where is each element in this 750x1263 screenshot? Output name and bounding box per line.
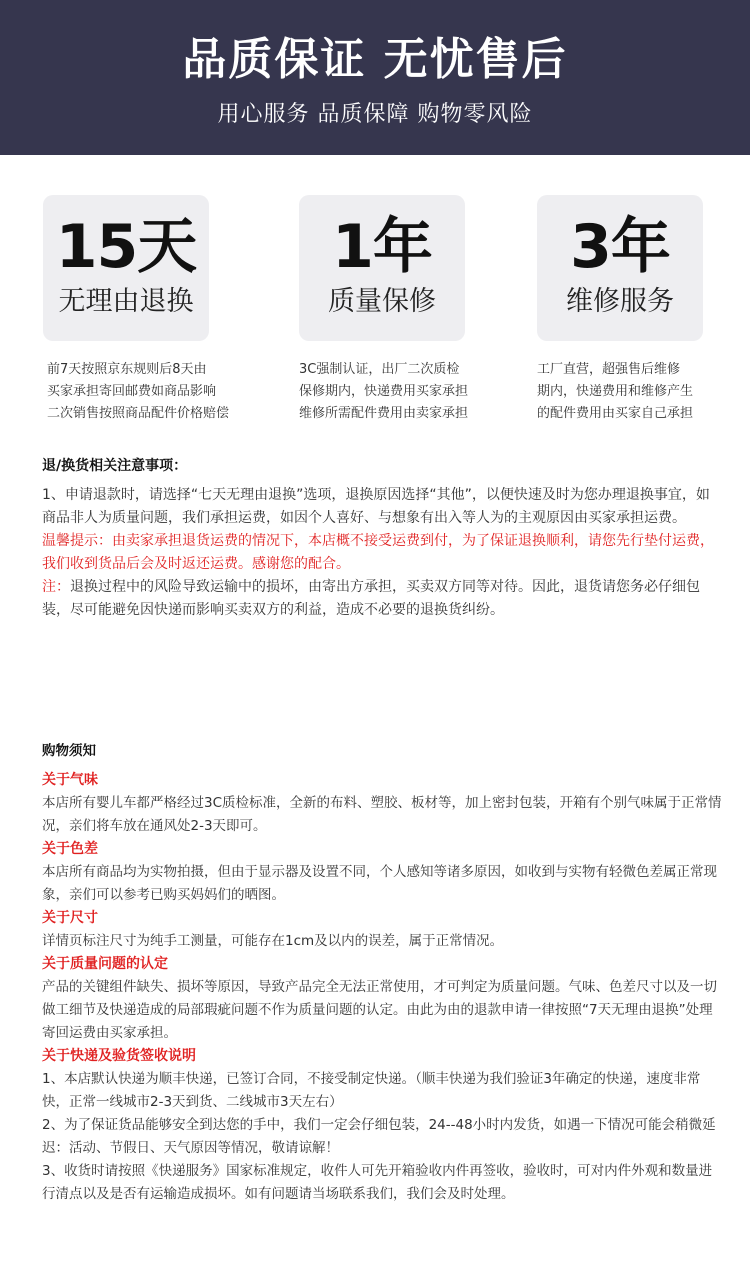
card-desc-return xyxy=(47,359,229,425)
desc-line: 前7天按照京东规则后8天由 xyxy=(47,362,207,377)
section-body: 本店所有婴儿车都严格经过3C质检标准，全新的布料、塑胶、板材等，加上密封包装，开箱有个别气味属于正常情况，亲们将车放在通风处2-3天即可。 xyxy=(42,795,722,834)
card-desc-repair xyxy=(537,359,693,425)
notes-caution-text: 退换过程中的风险导致运输中的损坏，由寄出方承担，买卖双方同等对待。因此，退货请您务必仔细包装，尽可能避免因快递而影响买卖双方的利益，造成不必要的退换货纠纷。 xyxy=(42,579,700,618)
notes-title: 退/换货相关注意事项： xyxy=(42,458,188,474)
section-heading: 关于色差 xyxy=(42,841,98,857)
desc-line: 3C强制认证，出厂二次质检 xyxy=(299,362,460,377)
card-big-text: 3年 xyxy=(570,212,670,282)
desc-line: 的配件费用由买家自己承担 xyxy=(537,406,694,421)
section-body: 详情页标注尺寸为纯手工测量，可能存在1cm及以内的误差，属于正常情况。 xyxy=(42,933,504,949)
card-label: 无理由退换 xyxy=(58,286,194,317)
desc-line: 维修所需配件费用由卖家承担 xyxy=(299,406,469,421)
card-label: 质量保修 xyxy=(328,286,436,317)
notes-caution-label: 注： xyxy=(42,579,70,595)
desc-line: 期内，快递费用和维修产生 xyxy=(537,384,694,399)
card-repair xyxy=(537,195,703,341)
section-body: 本店所有商品均为实物拍摄，但由于显示器及设置不同，个人感知等诸多原因，如收到与实物有轻微色差属正常现象，亲们可以参考已购买妈妈们的晒图。 xyxy=(42,864,717,903)
section-body: 产品的关键组件缺失、损坏等原因，导致产品完全无法正常使用，才可判定为质量问题。气味、色差尺寸以及一切做工细节及快递造成的局部瑕疵问题不作为质量问题的认定。由此为由的退款申请一律按照“7天无理由退换”处理寄回运费由买家承担。 xyxy=(42,979,717,1041)
desc-line: 二次销售按照商品配件价格赔偿 xyxy=(47,406,230,421)
section-heading: 关于快递及验货签收说明 xyxy=(42,1048,196,1064)
header-title: 品质保证 无忧售后 xyxy=(182,34,568,85)
section-item: 1、本店默认快递为顺丰快递，已签订合同，不接受制定快递。（顺丰快递为我们验证3年确定的快递，速度非常快，正常一线城市2-3天到货、二线城市3天左右） xyxy=(42,1071,701,1110)
header-banner xyxy=(0,0,750,155)
section-item: 3、收货时请按照《快递服务》国家标准规定，收件人可先开箱验收内件再签收，验收时，可对内件外观和数量进行清点以及是否有运输造成损坏。如有问题请当场联系我们，我们会及时处理。 xyxy=(42,1163,713,1202)
notes-paragraph: 1、申请退款时，请选择“七天无理由退换”选项，退换原因选择“其他”，以便快速及时为您办理退换事宜，如商品非人为质量问题，我们承担运费，如因个人喜好、与想象有出入等人为的主观原因由买家承担运费。 xyxy=(42,487,710,526)
notes-warm-tip: 温馨提示：由卖家承担退货运费的情况下，本店概不接受运费到付，为了保证退换顺利，请您先行垫付运费，我们收到货品后会及时返还运费。感谢您的配合。 xyxy=(42,533,714,572)
card-big-text: 1年 xyxy=(332,212,432,282)
card-label: 维修服务 xyxy=(566,286,674,317)
card-return xyxy=(43,195,209,341)
desc-line: 保修期内，快递费用买家承担 xyxy=(299,384,469,399)
section-heading: 关于气味 xyxy=(42,772,98,788)
section-item: 2、为了保证货品能够安全到达您的手中，我们一定会仔细包装，24--48小时内发货，如遇一下情况可能会稍微延迟：活动、节假日、天气原因等情况，敬请谅解！ xyxy=(42,1117,716,1156)
card-big-text: 15天 xyxy=(55,212,197,282)
shopping-notice xyxy=(42,740,722,1206)
desc-line: 买家承担寄回邮费如商品影响 xyxy=(47,384,217,399)
desc-line: 工厂直营，超强售后维修 xyxy=(537,362,681,377)
return-notes xyxy=(42,455,722,622)
header-subtitle: 用心服务 品质保障 购物零风险 xyxy=(217,102,533,127)
section-heading: 关于质量问题的认定 xyxy=(42,956,168,972)
notes-caution xyxy=(42,576,722,622)
card-warranty xyxy=(299,195,465,341)
card-desc-warranty xyxy=(299,359,468,425)
shopping-title: 购物须知 xyxy=(42,743,96,759)
section-heading: 关于尺寸 xyxy=(42,910,98,926)
